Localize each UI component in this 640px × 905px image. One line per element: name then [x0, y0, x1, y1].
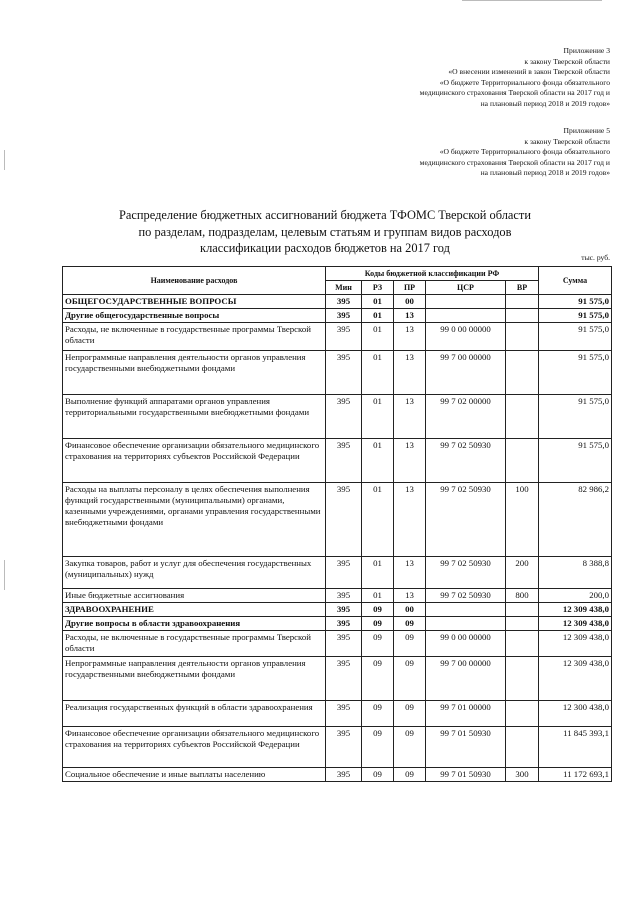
cell-min: 395: [326, 439, 362, 483]
table-row: [63, 309, 612, 323]
annex-line: «О внесении изменений в закон Тверской области: [448, 67, 610, 77]
cell-csr: [426, 295, 506, 309]
cell-min: 395: [326, 323, 362, 351]
cell-rz: 09: [362, 727, 394, 768]
cell-rz: 09: [362, 603, 394, 617]
cell-csr: 99 0 00 00000: [426, 631, 506, 657]
cell-min: 395: [326, 589, 362, 603]
cell-name: Выполнение функций аппаратами органов управления территориальными государственными внебюджетными фондами: [63, 395, 326, 439]
annex-line: медицинского страхования Тверской области на 2017 год и: [419, 88, 610, 98]
cell-vr: [506, 309, 539, 323]
cell-pr: 09: [394, 701, 426, 727]
annex-line: к закону Тверской области: [524, 56, 610, 66]
cell-pr: 13: [394, 351, 426, 395]
cell-rz: 09: [362, 768, 394, 782]
table-row: [63, 395, 612, 439]
cell-sum: 91 575,0: [539, 309, 612, 323]
header-csr: ЦСР: [426, 281, 506, 295]
cell-rz: 01: [362, 439, 394, 483]
cell-vr: [506, 657, 539, 701]
cell-csr: 99 7 02 50930: [426, 483, 506, 557]
cell-pr: 00: [394, 295, 426, 309]
cell-sum: 12 309 438,0: [539, 617, 612, 631]
cell-vr: [506, 727, 539, 768]
table-row: [63, 351, 612, 395]
header-name: Наименование расходов: [63, 267, 326, 295]
table-row: [63, 483, 612, 557]
cell-min: 395: [326, 295, 362, 309]
cell-vr: [506, 617, 539, 631]
table-row: [63, 589, 612, 603]
cell-name: Непрограммные направления деятельности органов управления государственными внебюджетными фондами: [63, 657, 326, 701]
cell-name: Финансовое обеспечение организации обязательного медицинского страхования на территориях субъектов Российской Федерации: [63, 727, 326, 768]
annex-line: Приложение 3: [563, 46, 610, 55]
cell-name: Финансовое обеспечение организации обязательного медицинского страхования на территориях субъектов Российской Федерации: [63, 439, 326, 483]
cell-csr: 99 7 02 00000: [426, 395, 506, 439]
cell-sum: 91 575,0: [539, 323, 612, 351]
cell-sum: 200,0: [539, 589, 612, 603]
cell-name: Иные бюджетные ассигнования: [63, 589, 326, 603]
table-row: [63, 768, 612, 782]
cell-name: ЗДРАВООХРАНЕНИЕ: [63, 603, 326, 617]
cell-csr: 99 7 02 50930: [426, 589, 506, 603]
table-row: [63, 657, 612, 701]
table-row: [63, 439, 612, 483]
cell-pr: 13: [394, 309, 426, 323]
cell-min: 395: [326, 557, 362, 589]
cell-vr: 100: [506, 483, 539, 557]
units-label: тыс. руб.: [581, 253, 610, 262]
cell-min: 395: [326, 351, 362, 395]
cell-csr: 99 7 02 50930: [426, 557, 506, 589]
cell-sum: 12 300 438,0: [539, 701, 612, 727]
cell-rz: 01: [362, 557, 394, 589]
scan-artifact-left: [4, 150, 5, 170]
table-row: [63, 557, 612, 589]
cell-pr: 09: [394, 631, 426, 657]
cell-sum: 82 986,2: [539, 483, 612, 557]
cell-vr: [506, 323, 539, 351]
title-line: классификации расходов бюджетов на 2017 год: [200, 241, 450, 255]
cell-pr: 09: [394, 657, 426, 701]
table-body: [63, 295, 612, 782]
cell-rz: 01: [362, 351, 394, 395]
table-row: [63, 701, 612, 727]
header-vr: ВР: [506, 281, 539, 295]
cell-sum: 12 309 438,0: [539, 657, 612, 701]
cell-pr: 13: [394, 483, 426, 557]
cell-name: Социальное обеспечение и иные выплаты населению: [63, 768, 326, 782]
cell-csr: [426, 617, 506, 631]
cell-csr: 99 0 00 00000: [426, 323, 506, 351]
table-row: [63, 295, 612, 309]
table-row: [63, 617, 612, 631]
cell-rz: 01: [362, 323, 394, 351]
cell-pr: 09: [394, 768, 426, 782]
cell-vr: 300: [506, 768, 539, 782]
cell-pr: 13: [394, 589, 426, 603]
cell-csr: 99 7 01 50930: [426, 768, 506, 782]
cell-csr: [426, 309, 506, 323]
cell-sum: 91 575,0: [539, 439, 612, 483]
cell-name: ОБЩЕГОСУДАРСТВЕННЫЕ ВОПРОСЫ: [63, 295, 326, 309]
scan-artifact-left: [4, 560, 5, 590]
cell-rz: 09: [362, 631, 394, 657]
table-row: [63, 727, 612, 768]
document-title: [60, 207, 590, 257]
cell-rz: 01: [362, 309, 394, 323]
cell-name: Непрограммные направления деятельности органов управления государственными внебюджетными фондами: [63, 351, 326, 395]
cell-vr: 800: [506, 589, 539, 603]
cell-min: 395: [326, 631, 362, 657]
cell-csr: 99 7 01 50930: [426, 727, 506, 768]
cell-rz: 09: [362, 657, 394, 701]
cell-vr: [506, 351, 539, 395]
cell-csr: 99 7 01 00000: [426, 701, 506, 727]
cell-pr: 00: [394, 603, 426, 617]
header-codes: Коды бюджетной классификации РФ: [326, 267, 539, 281]
table-row: [63, 603, 612, 617]
cell-rz: 09: [362, 617, 394, 631]
cell-rz: 01: [362, 483, 394, 557]
annex-line: к закону Тверской области: [524, 136, 610, 146]
cell-min: 395: [326, 768, 362, 782]
annex-line: «О бюджете Территориального фонда обязательного: [439, 147, 610, 157]
cell-name: Расходы на выплаты персоналу в целях обеспечения выполнения функций государственными (муниципальными) органами, казенными учреждениями, органами управления государственными внебюджетными фондами: [63, 483, 326, 557]
cell-sum: 91 575,0: [539, 395, 612, 439]
cell-min: 395: [326, 483, 362, 557]
cell-pr: 13: [394, 439, 426, 483]
header-rz: РЗ: [362, 281, 394, 295]
budget-table: [62, 266, 612, 782]
cell-sum: 12 309 438,0: [539, 631, 612, 657]
cell-csr: 99 7 02 50930: [426, 439, 506, 483]
cell-vr: [506, 295, 539, 309]
cell-pr: 09: [394, 727, 426, 768]
cell-pr: 13: [394, 557, 426, 589]
cell-vr: [506, 603, 539, 617]
cell-rz: 01: [362, 589, 394, 603]
cell-pr: 13: [394, 395, 426, 439]
table-row: [63, 323, 612, 351]
cell-sum: 91 575,0: [539, 351, 612, 395]
title-line: Распределение бюджетных ассигнований бюджета ТФОМС Тверской области: [119, 208, 531, 222]
cell-csr: 99 7 00 00000: [426, 657, 506, 701]
annex-line: «О бюджете Территориального фонда обязательного: [439, 77, 610, 87]
cell-min: 395: [326, 657, 362, 701]
cell-name: Расходы, не включенные в государственные программы Тверской области: [63, 631, 326, 657]
table-header-row: [63, 267, 612, 281]
cell-name: Расходы, не включенные в государственные программы Тверской области: [63, 323, 326, 351]
cell-min: 395: [326, 617, 362, 631]
title-line: по разделам, подразделам, целевым статьям и группам видов расходов: [138, 224, 512, 239]
cell-vr: [506, 439, 539, 483]
header-sum: Сумма: [539, 267, 612, 295]
cell-sum: 11 845 393,1: [539, 727, 612, 768]
annex-line: на плановый период 2018 и 2019 годов»: [480, 168, 610, 178]
cell-vr: [506, 701, 539, 727]
cell-min: 395: [326, 309, 362, 323]
cell-rz: 01: [362, 395, 394, 439]
scan-artifact-top: [462, 0, 602, 1]
cell-min: 395: [326, 727, 362, 768]
annex-line: Приложение 5: [563, 126, 610, 135]
cell-sum: 8 388,8: [539, 557, 612, 589]
annex-5-header: [420, 126, 610, 179]
cell-name: Реализация государственных функций в области здравоохранения: [63, 701, 326, 727]
cell-vr: [506, 631, 539, 657]
cell-pr: 09: [394, 617, 426, 631]
annex-3-header: [420, 46, 610, 110]
header-pr: ПР: [394, 281, 426, 295]
cell-csr: 99 7 00 00000: [426, 351, 506, 395]
table-row: [63, 631, 612, 657]
cell-name: Закупка товаров, работ и услуг для обеспечения государственных (муниципальных) нужд: [63, 557, 326, 589]
cell-name: Другие вопросы в области здравоохранения: [63, 617, 326, 631]
cell-vr: [506, 395, 539, 439]
cell-csr: [426, 603, 506, 617]
cell-vr: 200: [506, 557, 539, 589]
cell-sum: 11 172 693,1: [539, 768, 612, 782]
annex-line: медицинского страхования Тверской области на 2017 год и: [419, 157, 610, 167]
cell-name: Другие общегосударственные вопросы: [63, 309, 326, 323]
cell-min: 395: [326, 395, 362, 439]
cell-min: 395: [326, 701, 362, 727]
cell-sum: 12 309 438,0: [539, 603, 612, 617]
cell-rz: 01: [362, 295, 394, 309]
cell-min: 395: [326, 603, 362, 617]
cell-rz: 09: [362, 701, 394, 727]
annex-line: на плановый период 2018 и 2019 годов»: [480, 98, 610, 108]
header-min: Мин: [326, 281, 362, 295]
cell-pr: 13: [394, 323, 426, 351]
cell-sum: 91 575,0: [539, 295, 612, 309]
